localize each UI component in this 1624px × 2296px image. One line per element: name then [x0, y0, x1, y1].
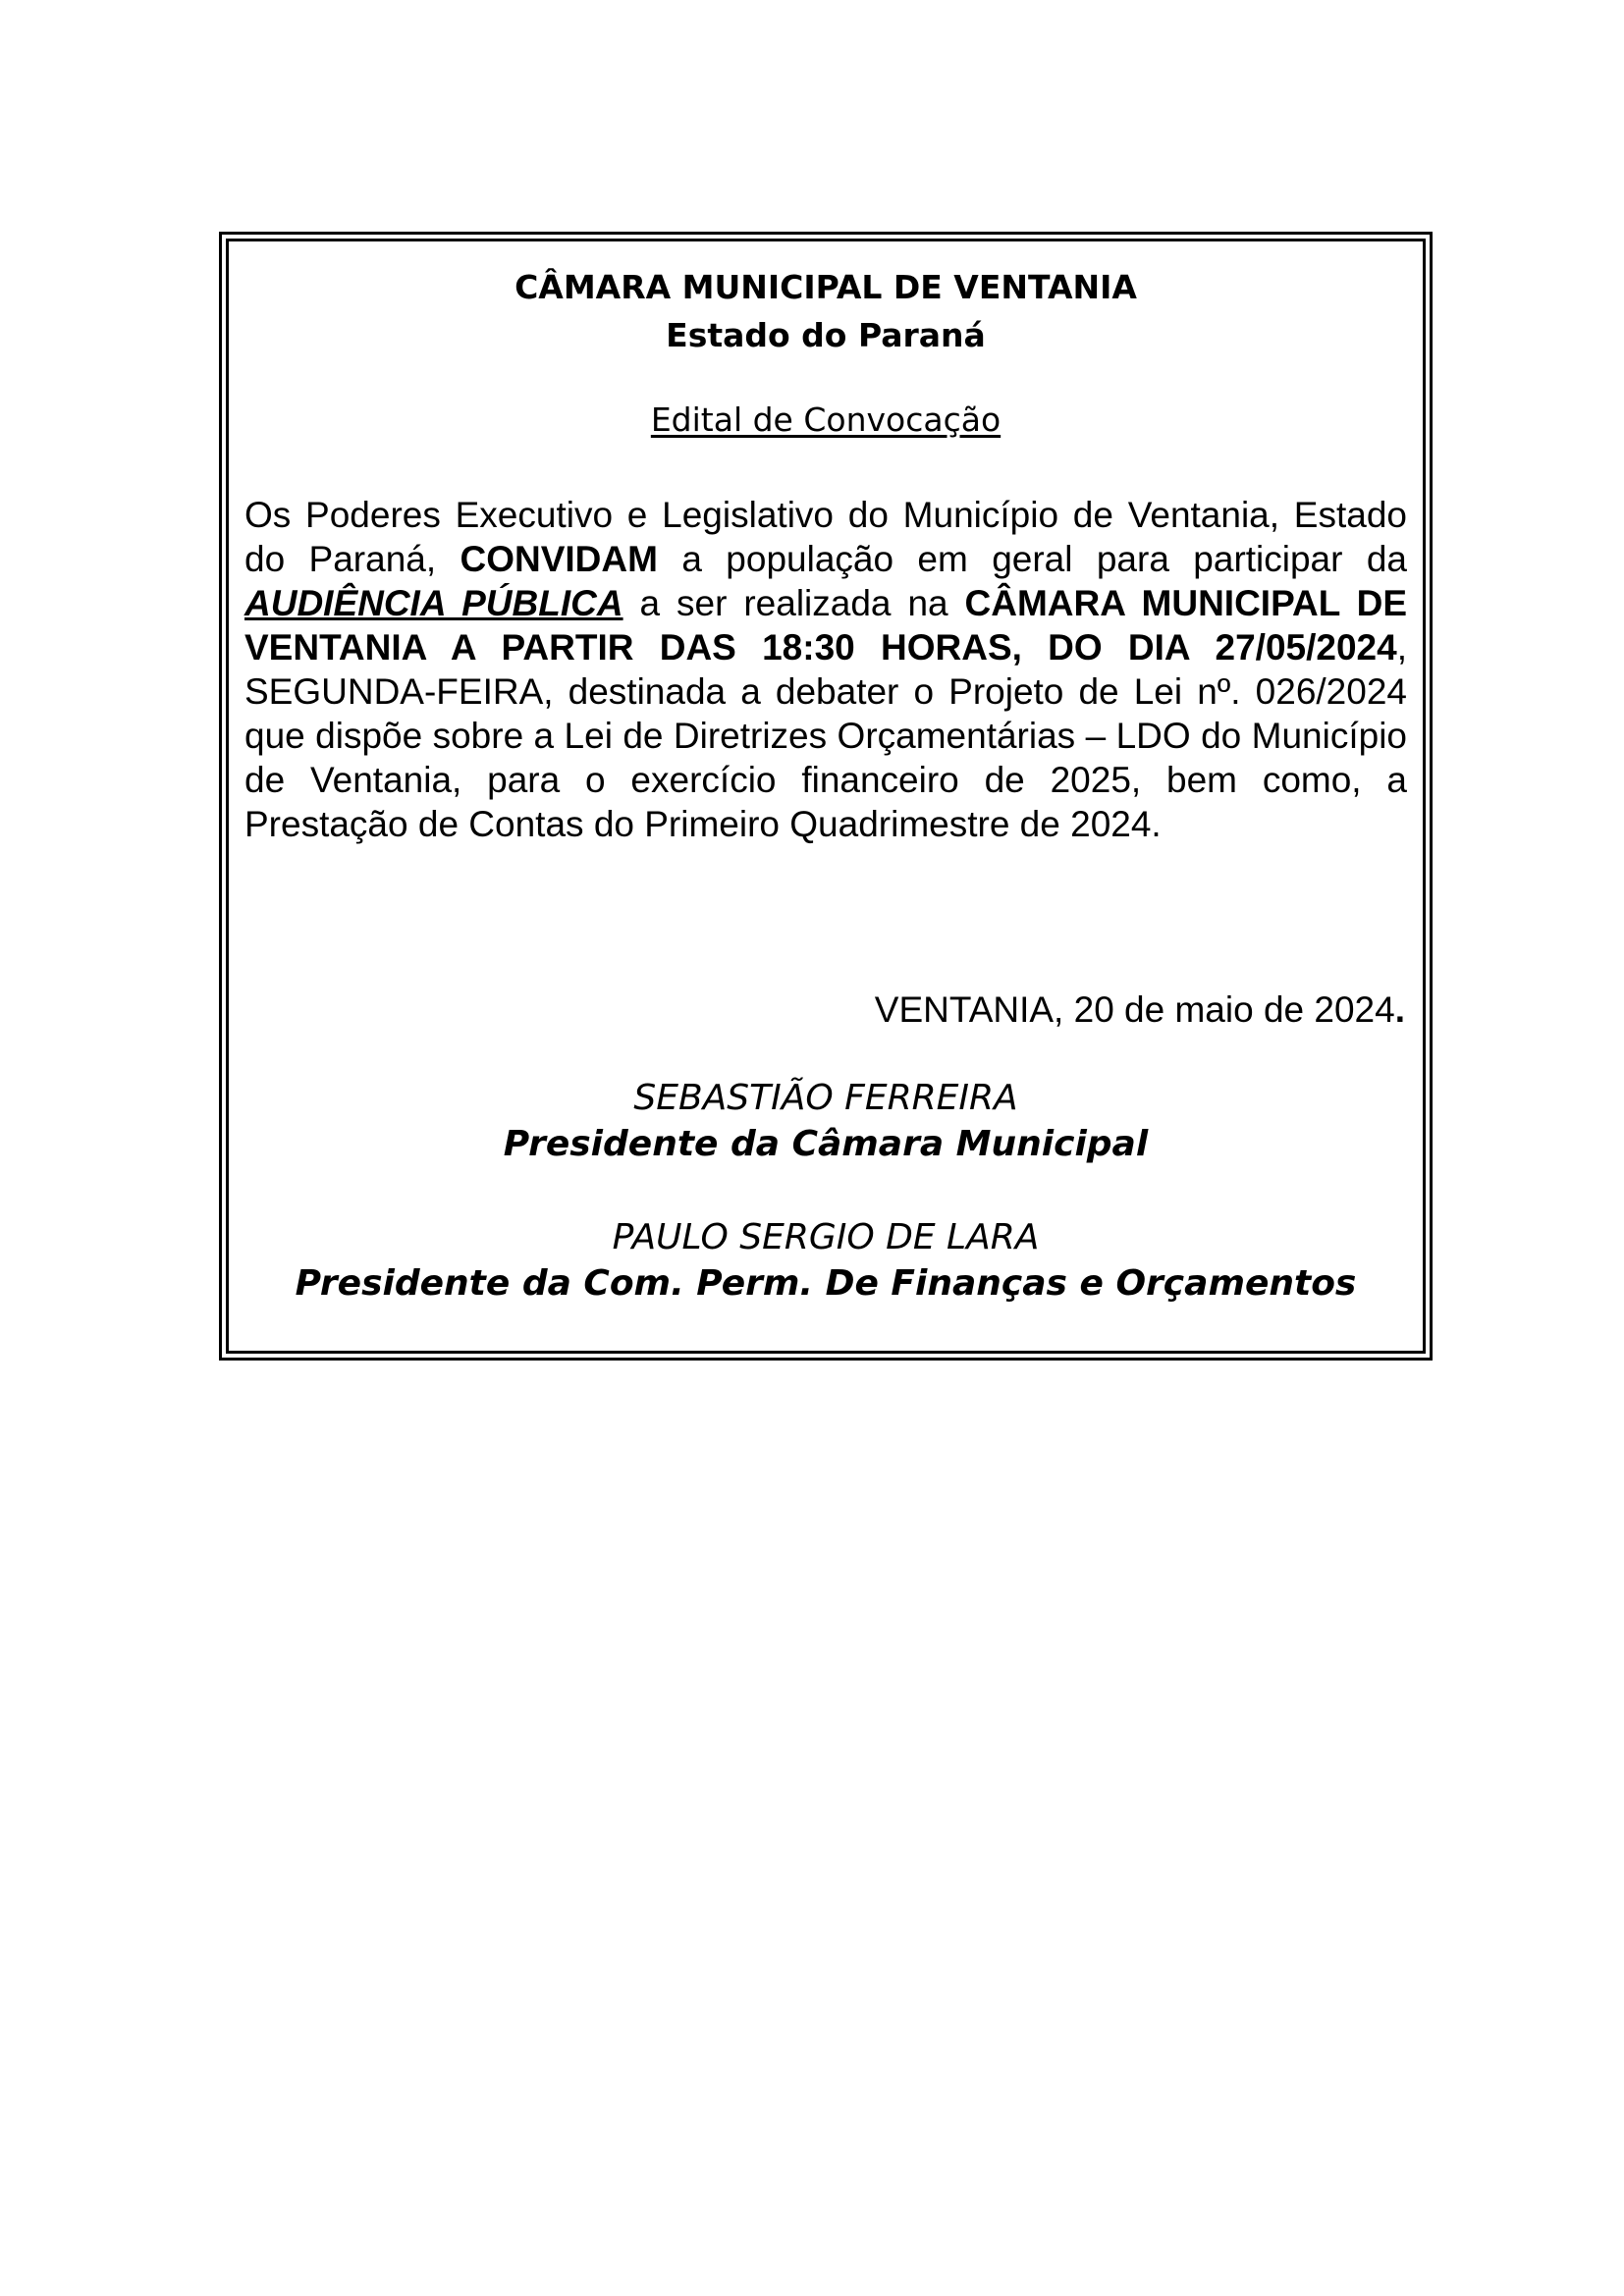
state-name: Estado do Paraná: [666, 316, 986, 354]
signatory-role: Presidente da Câmara Municipal: [503, 1124, 1149, 1164]
body-text-1: Os Poderes Executivo e Legislativo do Município de Ventania, Estado do Paraná,: [244, 495, 1407, 579]
body-bold-convidam: CONVIDAM: [460, 539, 658, 579]
signature-block-1: [244, 1075, 1407, 1167]
signatory-name: PAULO SERGIO DE LARA: [612, 1217, 1040, 1257]
document-title: Edital de Convocação: [650, 400, 1001, 439]
body-bold-location-time: CÂMARA MUNICIPAL DE VENTANIA A PARTIR DAS 18:30 HORAS, DO DIA 27/05/2024: [244, 583, 1407, 667]
place-date-period: .: [1394, 989, 1405, 1030]
place-date: [244, 988, 1407, 1032]
document-header: [244, 263, 1407, 359]
signatory-role: Presidente da Com. Perm. De Finanças e Orçamentos: [295, 1263, 1357, 1304]
body-text-3: a ser realizada na: [623, 583, 965, 623]
body-highlight-audiencia: AUDIÊNCIA PÚBLICA: [244, 583, 623, 623]
institution-name: CÂMARA MUNICIPAL DE VENTANIA: [514, 268, 1137, 306]
signature-block-2: [244, 1214, 1407, 1307]
signatory-name: SEBASTIÃO FERREIRA: [633, 1078, 1018, 1118]
place-date-text: VENTANIA, 20 de maio de 2024: [874, 989, 1395, 1030]
body-paragraph: [244, 493, 1407, 846]
body-text-4: , SEGUNDA-FEIRA, destinada a debater o Projeto de Lei nº. 026/2024 que dispõe sobre a Lei de Diretrizes Orçamentárias – LDO do Município de Ventania, para o exercício financeiro de 2025, bem como, a Prestação de Contas do Primeiro Quadrimestre de 2024.: [244, 627, 1407, 844]
notice-frame: [226, 239, 1426, 1354]
body-text-2: a população em geral para participar da: [657, 539, 1407, 579]
